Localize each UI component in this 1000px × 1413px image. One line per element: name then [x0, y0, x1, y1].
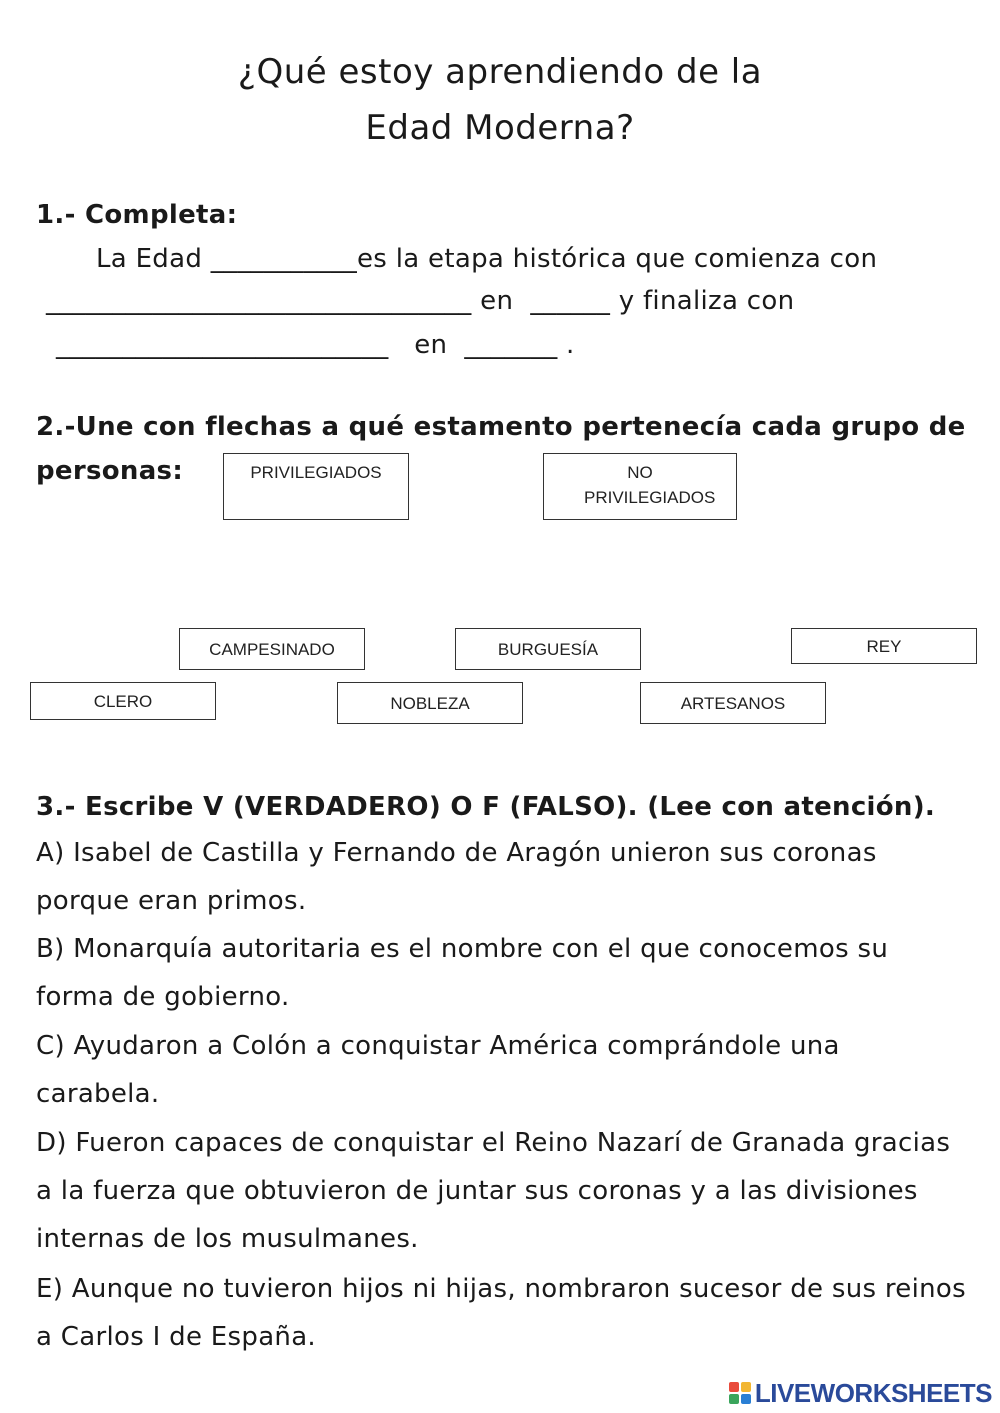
group-nobleza[interactable]: NOBLEZA — [337, 682, 523, 724]
statement-e: E) Aunque no tuvieron hijos ni hijas, nombraron sucesor de sus reinos a Carlos I de España. — [36, 1274, 966, 1352]
section2-heading-line-1: 2.-Une con flechas a qué estamento pertenecía cada grupo de — [36, 412, 966, 442]
title-line-2: Edad Moderna? — [365, 108, 635, 148]
liveworksheets-logo — [729, 1376, 992, 1410]
section2-heading-line-2: personas: — [36, 456, 184, 486]
statement-d: D) Fueron capaces de conquistar el Reino Nazarí de Granada gracias a la fuerza que obtuvieron de juntar sus coronas y a las divisiones internas de los musulmanes. — [36, 1128, 951, 1254]
logo-grid-icon — [729, 1382, 751, 1404]
section1-line-1: La Edad ___________es la etapa histórica que comienza con — [96, 244, 878, 274]
group-burguesia[interactable]: BURGUESÍA — [455, 628, 641, 670]
title-line-1: ¿Qué estoy aprendiendo de la — [237, 52, 763, 92]
group-clero[interactable]: CLERO — [30, 682, 216, 720]
statement-a: A) Isabel de Castilla y Fernando de Aragón unieron sus coronas porque eran primos. — [36, 838, 877, 916]
worksheet-title — [0, 44, 1000, 156]
group-artesanos[interactable]: ARTESANOS — [640, 682, 826, 724]
section1-heading: 1.- Completa: — [36, 200, 238, 230]
statement-b: B) Monarquía autoritaria es el nombre con el que conocemos su forma de gobierno. — [36, 934, 889, 1012]
group-rey[interactable]: REY — [791, 628, 977, 664]
logo-text: LIVEWORKSHEETS — [754, 1377, 992, 1408]
category-privilegiados[interactable]: PRIVILEGIADOS — [223, 453, 409, 520]
statement-c: C) Ayudaron a Colón a conquistar América comprándole una carabela. — [36, 1031, 840, 1109]
section1-line-3: _________________________ en _______ . — [56, 330, 575, 360]
category-no-privilegiados[interactable]: NO PRIVILEGIADOS — [543, 453, 737, 520]
section3-heading: 3.- Escribe V (VERDADERO) O F (FALSO). (Lee con atención). — [36, 792, 936, 822]
group-campesinado[interactable]: CAMPESINADO — [179, 628, 365, 670]
section1-line-2: ________________________________ en ______ y finaliza con — [46, 286, 795, 316]
